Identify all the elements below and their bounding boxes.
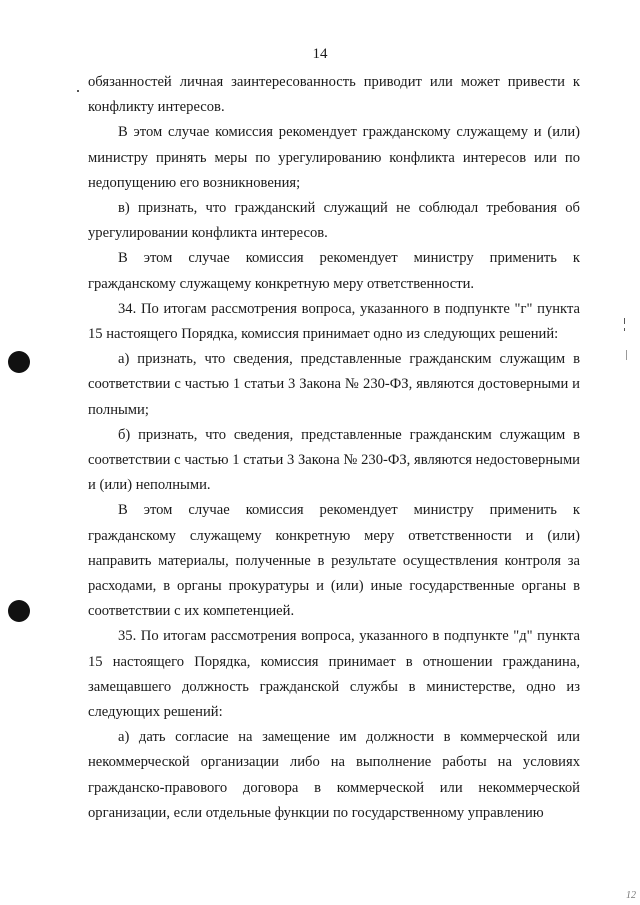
corner-handwritten-mark: 12 (626, 890, 636, 901)
paragraph-commission-recommends-measures: В этом случае комиссия рекомендует гражданскому служащему и (или) министру принять меры по урегулированию конфликта интересов или по недопущению его возникновения; (88, 124, 580, 191)
scan-speck (626, 350, 627, 360)
punch-hole-bottom (8, 600, 30, 622)
paragraph-item-b-unreliable: б) признать, что сведения, представленные гражданским служащим в соответствии с частью 1 статьи 3 Закона № 230-ФЗ, являются недостоверными и (или) неполными. (88, 426, 580, 494)
scan-speck (77, 90, 79, 92)
document-body (88, 70, 580, 826)
paragraph-item-a-consent: а) дать согласие на замещение им должности в коммерческой или некоммерческой организации либо на выполнение работы на условиях гражданско-правового договора в коммерческой или некоммерческой организации, если отдельные функции по государственному управлению (88, 729, 580, 821)
paragraph-conflict-of-interest-continuation: обязанностей личная заинтересованность приводит или может привести к конфликту интересов. (88, 74, 580, 116)
page-number: 14 (312, 46, 328, 62)
punch-hole-top (8, 351, 30, 373)
paragraph-clause-35: 35. По итогам рассмотрения вопроса, указанного в подпункте "д" пункта 15 настоящего Порядка, комиссия принимает в отношении гражданина, замещавшего должность гражданской службы в министерстве, одно из следующих решений: (88, 628, 580, 721)
scan-speck (624, 328, 625, 331)
paragraph-item-a-reliable: а) признать, что сведения, представленные гражданским служащим в соответствии с частью 1 статьи 3 Закона № 230-ФЗ, являются достоверными и полными; (88, 351, 580, 418)
paragraph-clause-34: 34. По итогам рассмотрения вопроса, указанного в подпункте "г" пункта 15 настоящего Порядка, комиссия принимает одно из следующих решений: (88, 300, 580, 343)
paragraph-commission-recommends-prosecution: В этом случае комиссия рекомендует министру применить к гражданскому служащему конкретную меру ответственности и (или) направить материалы, полученные в результате осуществления контроля за расходами, в органы прокуратуры и (или) иные государственные органы в соответствии с их компетенцией. (88, 502, 580, 620)
paragraph-item-v-not-complied: в) признать, что гражданский служащий не соблюдал требования об урегулировании конфликта интересов. (88, 200, 580, 242)
paragraph-commission-recommends-responsibility: В этом случае комиссия рекомендует министру применить к гражданскому служащему конкретную меру ответственности. (88, 250, 580, 292)
scan-speck (624, 318, 625, 324)
